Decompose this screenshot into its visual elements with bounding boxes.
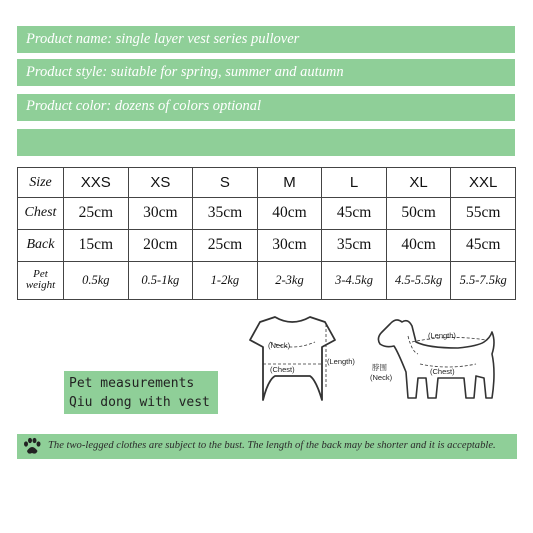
measurement-label-box xyxy=(64,371,218,414)
shirt-outline xyxy=(250,317,335,400)
table-cell: 0.5kg xyxy=(64,261,129,299)
chest-row xyxy=(18,198,516,230)
paw-print-icon xyxy=(22,436,42,456)
table-cell: 25cm xyxy=(193,229,258,261)
shirt-chest-label: (Chest) xyxy=(270,365,295,374)
size-header-cell: XXS xyxy=(64,168,129,198)
table-cell: 1-2kg xyxy=(193,261,258,299)
table-cell: 15cm xyxy=(64,229,129,261)
shirt-length-label: (Length) xyxy=(327,357,355,366)
table-cell: 35cm xyxy=(193,198,258,230)
pet-weight-label-line2: weight xyxy=(25,279,56,292)
chest-row-label: Chest xyxy=(18,198,64,230)
dog-neck-label: (Neck) xyxy=(370,373,393,382)
pet-weight-row xyxy=(18,261,516,299)
note-text: The two-legged clothes are subject to the bust. The length of the back may be shorter and it is acceptable. xyxy=(48,440,496,451)
size-header-cell: XXL xyxy=(451,168,516,198)
table-cell: 30cm xyxy=(257,229,322,261)
size-table xyxy=(17,167,516,300)
pet-weight-label-line1: Pet xyxy=(33,268,48,281)
table-cell: 35cm xyxy=(322,229,387,261)
back-row xyxy=(18,229,516,261)
table-cell: 4.5-5.5kg xyxy=(386,261,451,299)
table-cell: 40cm xyxy=(386,229,451,261)
size-header-row xyxy=(18,168,516,198)
product-style-banner: Product style: suitable for spring, summer and autumn xyxy=(17,59,515,86)
table-cell: 3-4.5kg xyxy=(322,261,387,299)
size-header-label: Size xyxy=(18,168,64,198)
size-header-cell: XS xyxy=(128,168,193,198)
shirt-neck-label: (Neck) xyxy=(268,341,291,350)
size-header-cell: L xyxy=(322,168,387,198)
table-cell: 2-3kg xyxy=(257,261,322,299)
dog-length-label: (Length) xyxy=(428,331,456,340)
product-name-banner: Product name: single layer vest series pullover xyxy=(17,26,515,53)
table-cell: 20cm xyxy=(128,229,193,261)
table-cell: 45cm xyxy=(451,229,516,261)
table-cell: 0.5-1kg xyxy=(128,261,193,299)
table-cell: 25cm xyxy=(64,198,129,230)
table-cell: 40cm xyxy=(257,198,322,230)
table-cell: 45cm xyxy=(322,198,387,230)
table-cell: 50cm xyxy=(386,198,451,230)
dog-neck-line xyxy=(408,336,418,354)
table-cell: 5.5-7.5kg xyxy=(451,261,516,299)
note-banner xyxy=(17,434,517,459)
measurement-label-line1: Pet measurements xyxy=(69,376,195,391)
table-cell: 55cm xyxy=(451,198,516,230)
pet-weight-row-label xyxy=(18,261,64,299)
dog-diagram xyxy=(368,312,518,408)
size-header-cell: S xyxy=(193,168,258,198)
shirt-diagram xyxy=(230,312,365,408)
measurement-label-line2: Qiu dong with vest xyxy=(69,395,210,410)
size-header-cell: XL xyxy=(386,168,451,198)
empty-banner xyxy=(17,129,515,156)
dog-neck-cn-label: 脖围 xyxy=(372,363,387,372)
dog-chest-label: (Chest) xyxy=(430,367,455,376)
back-row-label: Back xyxy=(18,229,64,261)
size-header-cell: M xyxy=(257,168,322,198)
product-color-banner: Product color: dozens of colors optional xyxy=(17,94,515,121)
table-cell: 30cm xyxy=(128,198,193,230)
